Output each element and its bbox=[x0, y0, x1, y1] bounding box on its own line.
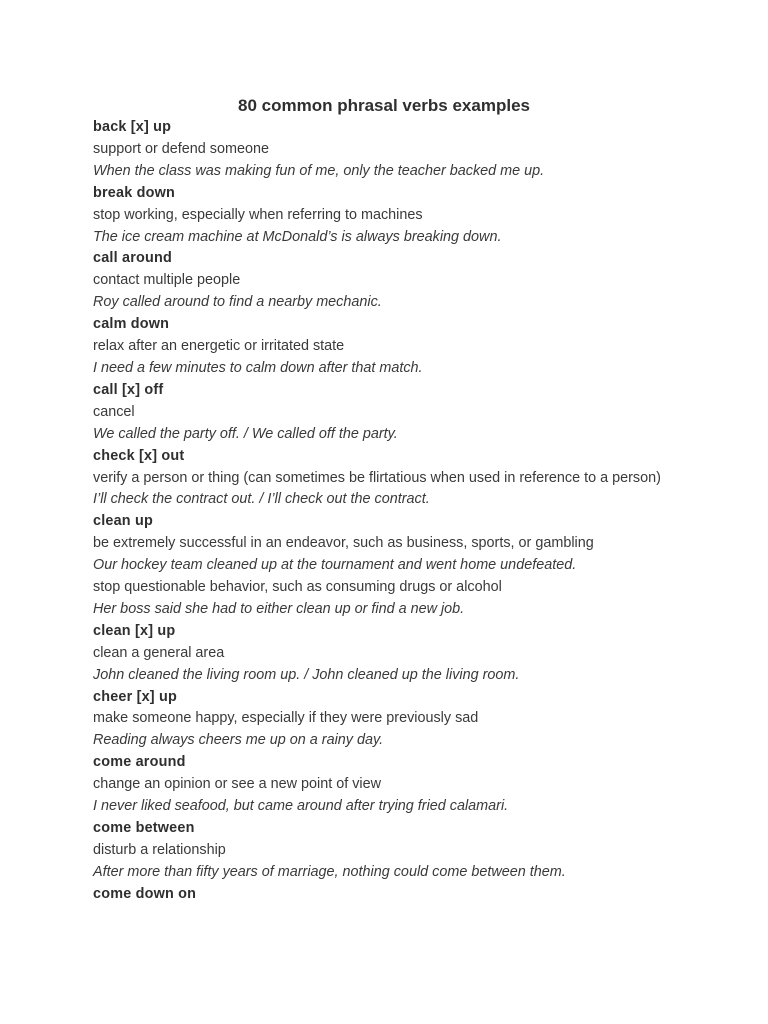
entry-term: check [x] out bbox=[93, 447, 185, 464]
entry-example: I never liked seafood, but came around after trying fried calamari. bbox=[93, 798, 509, 815]
entry-term: cheer [x] up bbox=[93, 688, 177, 705]
entry-example: Her boss said she had to either clean up or find a new job. bbox=[93, 600, 465, 617]
entry-definition: be extremely successful in an endeavor, such as business, sports, or gambling bbox=[93, 535, 594, 552]
entry-example: The ice cream machine at McDonald’s is always breaking down. bbox=[93, 228, 502, 245]
entry-example: We called the party off. / We called off the party. bbox=[93, 425, 398, 442]
entry-definition: relax after an energetic or irritated state bbox=[93, 338, 345, 355]
entry-definition: change an opinion or see a new point of view bbox=[93, 776, 382, 793]
entry-example: Reading always cheers me up on a rainy day. bbox=[93, 732, 384, 749]
entry-term: come between bbox=[93, 820, 195, 836]
entry-example: I need a few minutes to calm down after that match. bbox=[93, 359, 423, 376]
entry-term: back [x] up bbox=[93, 119, 172, 135]
entry-term: call around bbox=[93, 250, 172, 267]
entry-definition: support or defend someone bbox=[93, 140, 270, 157]
entry-term: break down bbox=[93, 184, 175, 201]
entry-example: John cleaned the living room up. / John cleaned up the living room. bbox=[93, 666, 520, 683]
entry-list bbox=[93, 117, 673, 906]
entry-term: clean [x] up bbox=[93, 622, 176, 639]
entry-definition: clean a general area bbox=[93, 644, 225, 661]
entry-definition: cancel bbox=[93, 403, 135, 420]
entry-definition: stop questionable behavior, such as consuming drugs or alcohol bbox=[93, 579, 502, 596]
entry-definition: disturb a relationship bbox=[93, 841, 226, 858]
entry-example: Roy called around to find a nearby mechanic. bbox=[93, 294, 382, 311]
entry-example: After more than fifty years of marriage, nothing could come between them. bbox=[93, 863, 566, 880]
entry-example: When the class was making fun of me, only the teacher backed me up. bbox=[93, 162, 545, 179]
entry-term: clean up bbox=[93, 513, 153, 530]
entry-term: come down on bbox=[93, 885, 197, 902]
entry-definition: stop working, especially when referring to machines bbox=[93, 206, 423, 223]
entry-example: Our hockey team cleaned up at the tournament and went home undefeated. bbox=[93, 557, 577, 574]
entry-term: calm down bbox=[93, 316, 170, 333]
page-title: 80 common phrasal verbs examples bbox=[238, 96, 530, 115]
entry-term: come around bbox=[93, 754, 186, 771]
entry-example: I’ll check the contract out. / I’ll check out the contract. bbox=[93, 491, 430, 508]
entry-definition: make someone happy, especially if they were previously sad bbox=[93, 710, 479, 727]
entry-term: call [x] off bbox=[93, 381, 164, 398]
entry-definition: verify a person or thing (can sometimes be flirtatious when used in reference to a person) bbox=[93, 469, 661, 486]
entry-definition: contact multiple people bbox=[93, 272, 241, 289]
